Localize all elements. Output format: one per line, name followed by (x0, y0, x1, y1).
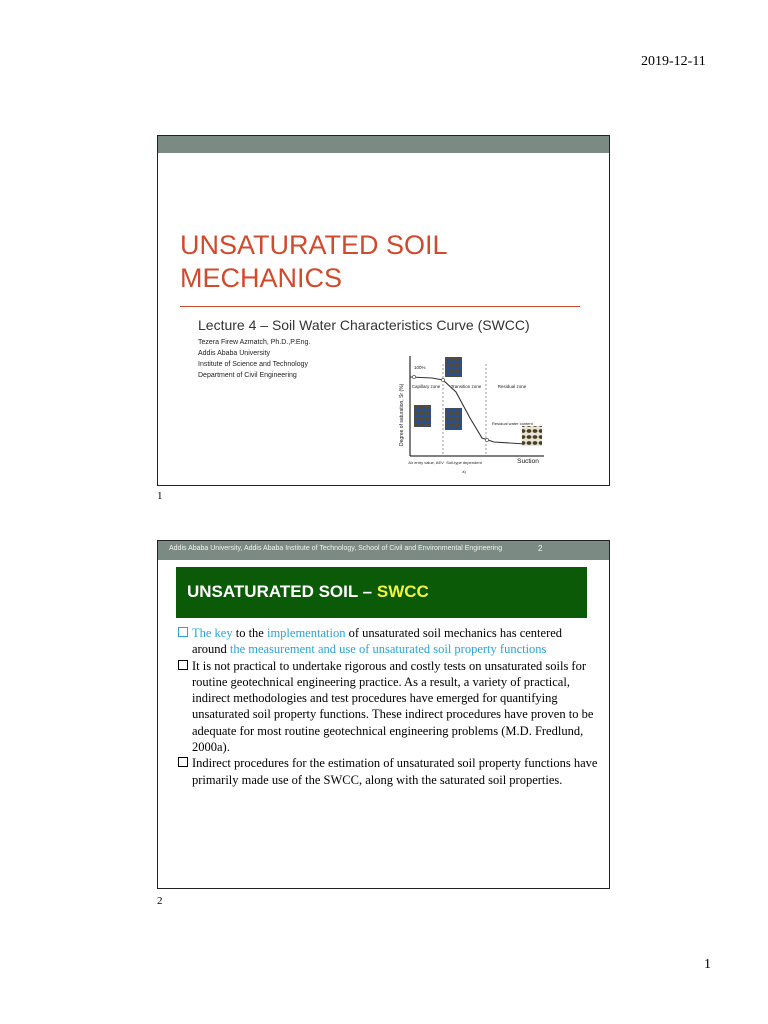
page-date: 2019-12-11 (641, 54, 706, 69)
slide-header-bar (158, 136, 609, 153)
author-institute: Institute of Science and Technology (198, 361, 309, 368)
slide-1 (157, 135, 610, 486)
y-axis-label: Degree of saturation, Sr (%) (399, 383, 405, 446)
author-affiliation: Addis Ababa University (198, 350, 270, 357)
bullet-2 (178, 658, 598, 756)
slide-title-line-2: MECHANICS (180, 263, 343, 293)
slide-header-number: 2 (538, 544, 543, 553)
bullet-1-key: The key (192, 626, 233, 640)
bullet-1-highlight: the measurement and use of unsaturated soil property functions (229, 642, 547, 657)
checkbox-icon (178, 627, 188, 637)
slide-title-main: UNSATURATED SOIL – (187, 582, 377, 601)
slide-body (178, 625, 598, 788)
capillary-zone-label: Capillary zone (411, 384, 441, 389)
slide-title (180, 229, 580, 295)
soil-image-capillary (414, 405, 431, 427)
bullet-2-text: It is not practical to undertake rigorous and costly tests on unsaturated soils for routine geotechnical engineering practice. As a result, a variety of practical, indirect methodologies and test procedures have emerged for quantifying unsaturated soil property functions. These indirect procedures have proven to be adequate for most routine geotechnical engineering problems (M.D. Fredlund, 2000a). (192, 658, 594, 755)
slide-2-number: 2 (157, 895, 163, 907)
author-name: Tezera Firew Azmatch, Ph.D.,P.Eng. (198, 339, 311, 346)
bullet-3-text: Indirect procedures for the estimation of unsaturated soil property functions have primarily made use of the SWCC, along with the saturated soil properties. (192, 756, 598, 787)
slide-title (187, 582, 429, 602)
aev-point (441, 378, 444, 381)
residual-point (485, 438, 488, 441)
aev-label: Air entry value, AEV (408, 460, 444, 465)
swcc-figure (394, 350, 554, 478)
title-divider (180, 306, 580, 307)
soil-image-saturated (445, 357, 462, 377)
bullet-1-implementation: implementation (266, 626, 346, 640)
slide-1-number: 1 (157, 490, 163, 502)
soil-image-transition (445, 408, 462, 430)
slide-title-highlight: SWCC (376, 582, 429, 601)
residual-zone-label: Residual zone (497, 384, 527, 389)
page-number: 1 (704, 957, 711, 972)
bullet-1-text-b: of unsaturated soil mechanics has centered around (192, 626, 563, 657)
soil-type-label: Soil-type dependent (446, 460, 482, 465)
bullet-1-text-a: to the (232, 626, 267, 640)
x-axis-label: Suction (517, 458, 539, 465)
hundred-percent-label: 100% (414, 365, 426, 370)
transition-zone-label: Transition zone (450, 384, 482, 389)
checkbox-icon (178, 660, 188, 670)
slide-subtitle: Lecture 4 – Soil Water Characteristics Curve (SWCC) (198, 317, 530, 333)
slide-2 (157, 540, 610, 889)
checkbox-icon (178, 757, 188, 767)
bullet-3 (178, 755, 598, 788)
slide-title-line-1: UNSATURATED SOIL (180, 230, 448, 260)
slide-header-text: Addis Ababa University, Addis Ababa Institute of Technology, School of Civil and Environmental Engineering (169, 545, 503, 552)
saturation-point (412, 375, 415, 378)
author-department: Department of Civil Engineering (198, 372, 297, 379)
panel-label: a) (462, 469, 466, 474)
bullet-1 (178, 625, 598, 658)
residual-water-label: Residual water content (492, 421, 533, 426)
soil-image-residual (522, 426, 542, 446)
